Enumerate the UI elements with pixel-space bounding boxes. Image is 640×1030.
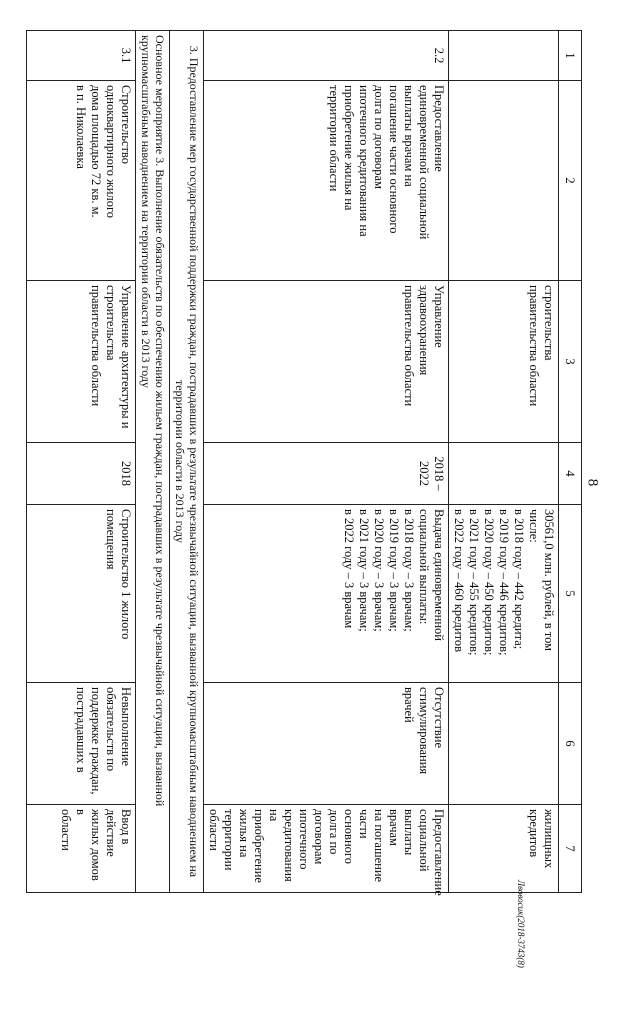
header-col-6: 6	[559, 683, 582, 805]
cell-indicator: Строительство 1 жилого помещения	[27, 505, 136, 683]
rotated-table-container	[26, 30, 582, 896]
header-col-5: 5	[559, 505, 582, 683]
main-activity-row-3	[136, 31, 170, 893]
header-col-2: 2	[559, 81, 582, 281]
cell-link: Ввод в действие жилых домов в области	[27, 805, 136, 893]
cell-period: 2018	[27, 443, 136, 505]
cell-link: Предоставление социальной выплаты врачам на погашение части основного долга по договорам ипотечного кредитования на приобретение жилья на территории области	[204, 805, 449, 893]
cell-name: Предоставление единовременной социальной выплаты врачам на погашение части основного долга по договорам ипотечного кредитования на приобретение жилья на территории области	[204, 81, 449, 281]
cell-indicator: 30561,0 млн. рублей, в том числе: в 2018 году – 442 кредита; в 2019 году – 446 кредитов; в 2020 году – 450 кредитов; в 2021 году – 455 кредитов; в 2022 году – 460 кредитов	[449, 505, 559, 683]
cell-num: 2.2	[204, 31, 449, 81]
cell-name	[449, 81, 559, 281]
cell-executor: Управление архитектуры и строительства правительства области	[27, 281, 136, 443]
table-row-continuation	[449, 31, 559, 893]
cell-num	[449, 31, 559, 81]
header-col-3: 3	[559, 281, 582, 443]
cell-indicator: Выдача единовременной социальной выплаты: в 2018 году – 3 врачам; в 2019 году – 3 врачам; в 2020 году – 3 врачам; в 2021 году – 3 врачам; в 2022 году – 3 врачам	[204, 505, 449, 683]
section-title: 3. Предоставление мер государственной поддержки граждан, пострадавших в результате чрезвычайной ситуации, вызванной крупномасштабным наводнением на территории области в 2013 году	[170, 31, 204, 893]
cell-name: Строительство одноквартирного жилого дома площадью 72 кв. м. в п. Николаевка	[27, 81, 136, 281]
cell-executor: Управление здравоохранения правительства области	[204, 281, 449, 443]
cell-consequence: Отсутствие стимулирования врачей	[204, 683, 449, 805]
document-code: Лвовосик(2018-3743(8)	[516, 880, 526, 968]
page-number: 8	[584, 478, 601, 487]
cell-executor: строительства правительства области	[449, 281, 559, 443]
program-activities-table	[26, 30, 582, 896]
cell-consequence	[449, 683, 559, 805]
main-activity-title: Основное мероприятие 3. Выполнение обязательств по обеспечению жильем граждан, пострадавших в результате чрезвычайной ситуации, вызванной крупномасштабным наводнением на территории области в 2013 году	[136, 31, 170, 893]
header-col-4: 4	[559, 443, 582, 505]
cell-consequence: Невыполнение обязательств по поддержке граждан, пострадавших в	[27, 683, 136, 805]
cell-num: 3.1	[27, 31, 136, 81]
header-col-1: 1	[559, 31, 582, 81]
table-row-3-1	[27, 31, 136, 893]
cell-period	[449, 443, 559, 505]
table-header-row	[559, 31, 582, 893]
header-col-7: 7	[559, 805, 582, 893]
table-row-2-2	[204, 31, 449, 893]
cell-link: жилищных кредитов	[449, 805, 559, 893]
cell-period: 2018 – 2022	[204, 443, 449, 505]
section-row-3	[170, 31, 204, 893]
